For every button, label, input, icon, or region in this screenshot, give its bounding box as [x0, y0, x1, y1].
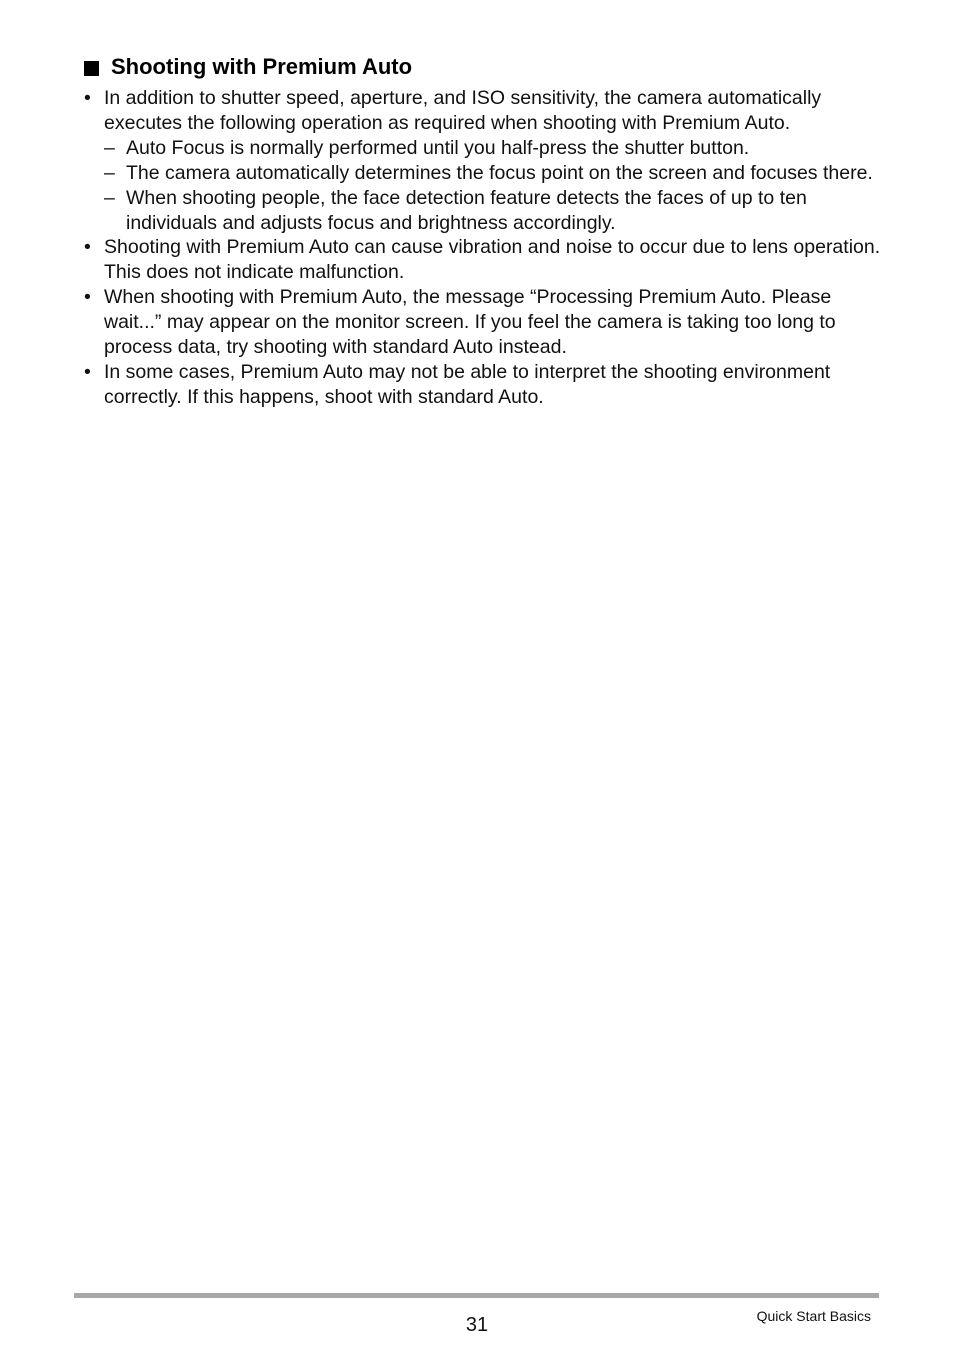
- bullet-item: [84, 285, 884, 360]
- sub-item-text: Auto Focus is normally performed until you half-press the shutter button.: [126, 136, 750, 159]
- bullet-item: [84, 360, 884, 410]
- bullet-item: [84, 86, 884, 136]
- dash-mark: –: [104, 136, 115, 159]
- body-text: [84, 86, 884, 410]
- black-square-icon: [84, 61, 99, 76]
- bullet-mark: •: [84, 87, 91, 109]
- bullet-mark: •: [84, 236, 91, 259]
- footer-section-name: Quick Start Basics: [756, 1308, 871, 1324]
- sub-item: [84, 161, 884, 186]
- bullet-item: [84, 235, 884, 285]
- dash-mark: –: [104, 186, 115, 209]
- bullet-text: When shooting with Premium Auto, the message “Processing Premium Auto. Please wait...” may appear on the monitor screen. If you feel the camera is taking too long to process data, try shooting with standard Auto instead.: [104, 286, 836, 359]
- section-heading: [84, 53, 412, 81]
- footer-divider: [74, 1293, 879, 1298]
- bullet-text: In addition to shutter speed, aperture, and ISO sensitivity, the camera automatically executes the following operation as required when shooting with Premium Auto.: [104, 87, 822, 134]
- sub-item-text: When shooting people, the face detection feature detects the faces of up to ten individuals and adjusts focus and brightness accordingly.: [126, 186, 807, 234]
- bullet-mark: •: [84, 360, 91, 383]
- sub-item: [84, 186, 884, 236]
- bullet-text: In some cases, Premium Auto may not be able to interpret the shooting environment correctly. If this happens, shoot with standard Auto.: [104, 360, 831, 408]
- dash-mark: –: [104, 161, 115, 184]
- section-heading-text: Shooting with Premium Auto: [111, 54, 413, 79]
- sub-item: [84, 136, 884, 161]
- bullet-mark: •: [84, 286, 91, 309]
- sub-item-text: The camera automatically determines the focus point on the screen and focuses there.: [126, 161, 873, 184]
- bullet-text: Shooting with Premium Auto can cause vibration and noise to occur due to lens operation. This does not indicate malfunction.: [104, 236, 881, 284]
- page-number: 31: [465, 1314, 489, 1336]
